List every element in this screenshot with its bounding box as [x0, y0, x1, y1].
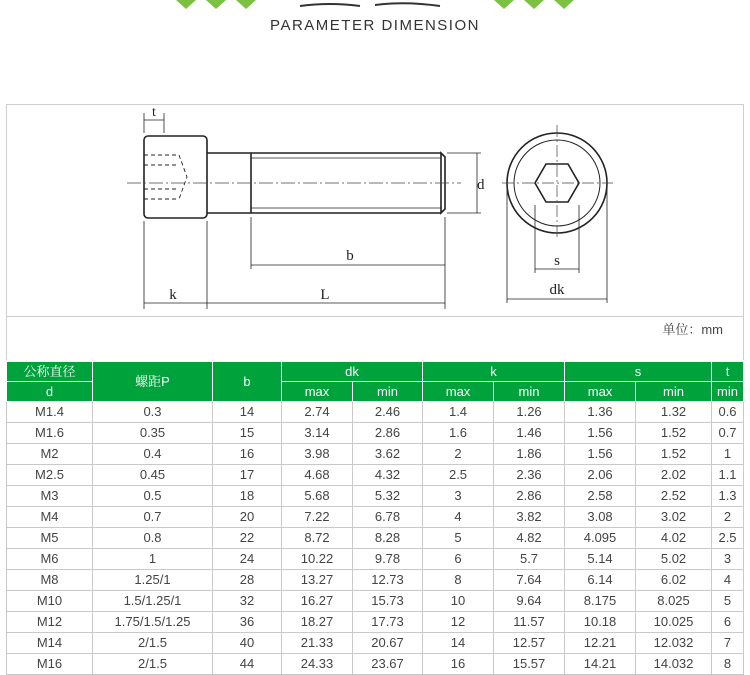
cell-size: M5 [7, 528, 93, 549]
cell-pitch: 0.45 [93, 465, 213, 486]
cell-size: M3 [7, 486, 93, 507]
table-row [7, 633, 744, 654]
header-b: b [213, 362, 282, 402]
table-row [7, 654, 744, 675]
cell-s-min: 5.02 [636, 549, 712, 570]
cell-s-max: 5.14 [565, 549, 636, 570]
cell-b: 44 [213, 654, 282, 675]
header-t: t [712, 362, 744, 382]
cell-b: 17 [213, 465, 282, 486]
cell-dk-max: 21.33 [282, 633, 353, 654]
cell-pitch: 0.7 [93, 507, 213, 528]
table-row [7, 549, 744, 570]
cell-k-min: 2.36 [494, 465, 565, 486]
cell-pitch: 2/1.5 [93, 633, 213, 654]
cell-dk-max: 3.14 [282, 423, 353, 444]
cell-dk-min: 15.73 [353, 591, 423, 612]
cell-b: 36 [213, 612, 282, 633]
cell-s-max: 1.56 [565, 423, 636, 444]
cell-size: M8 [7, 570, 93, 591]
unit-row [6, 316, 744, 360]
dimension-drawing [6, 104, 744, 316]
cell-k-max: 5 [423, 528, 494, 549]
cell-b: 24 [213, 549, 282, 570]
cell-t-min: 0.6 [712, 402, 744, 423]
cell-dk-min: 9.78 [353, 549, 423, 570]
cell-size: M2.5 [7, 465, 93, 486]
table-body [7, 402, 744, 675]
cell-b: 20 [213, 507, 282, 528]
cell-t-min: 5 [712, 591, 744, 612]
dim-label-t: t [152, 105, 156, 120]
dim-label-b: b [346, 248, 354, 264]
cell-dk-min: 20.67 [353, 633, 423, 654]
cell-t-min: 7 [712, 633, 744, 654]
unit-label: 单位：mm [662, 322, 723, 337]
cell-s-max: 4.095 [565, 528, 636, 549]
cell-b: 28 [213, 570, 282, 591]
cell-b: 32 [213, 591, 282, 612]
cell-size: M1.4 [7, 402, 93, 423]
dim-label-dk: dk [549, 282, 565, 298]
cell-size: M14 [7, 633, 93, 654]
table-row [7, 402, 744, 423]
cell-dk-max: 2.74 [282, 402, 353, 423]
cell-s-max: 6.14 [565, 570, 636, 591]
cell-dk-max: 8.72 [282, 528, 353, 549]
cell-size: M2 [7, 444, 93, 465]
cell-k-max: 3 [423, 486, 494, 507]
cell-k-min: 1.26 [494, 402, 565, 423]
cell-s-min: 1.52 [636, 423, 712, 444]
cell-b: 16 [213, 444, 282, 465]
cell-dk-max: 10.22 [282, 549, 353, 570]
cell-dk-max: 3.98 [282, 444, 353, 465]
cell-pitch: 1.25/1 [93, 570, 213, 591]
cell-dk-min: 12.73 [353, 570, 423, 591]
dim-label-d: d [477, 177, 485, 193]
cell-dk-max: 7.22 [282, 507, 353, 528]
cell-k-min: 3.82 [494, 507, 565, 528]
cell-k-max: 2.5 [423, 465, 494, 486]
cell-size: M6 [7, 549, 93, 570]
cell-s-min: 1.52 [636, 444, 712, 465]
dim-label-k: k [169, 287, 177, 303]
cell-s-max: 8.175 [565, 591, 636, 612]
cell-s-min: 14.032 [636, 654, 712, 675]
dim-label-s: s [554, 253, 560, 269]
cell-k-min: 11.57 [494, 612, 565, 633]
cell-size: M12 [7, 612, 93, 633]
cell-k-min: 2.86 [494, 486, 565, 507]
cell-k-max: 1.4 [423, 402, 494, 423]
cell-dk-max: 5.68 [282, 486, 353, 507]
cell-t-min: 2.5 [712, 528, 744, 549]
cell-b: 15 [213, 423, 282, 444]
cell-t-min: 0.7 [712, 423, 744, 444]
table-row [7, 423, 744, 444]
header-s-min: min [636, 382, 712, 402]
header-diameter-symbol: d [7, 382, 93, 402]
cell-pitch: 0.3 [93, 402, 213, 423]
cell-s-max: 2.58 [565, 486, 636, 507]
cell-dk-max: 13.27 [282, 570, 353, 591]
cell-s-max: 14.21 [565, 654, 636, 675]
cell-k-max: 8 [423, 570, 494, 591]
cell-dk-max: 4.68 [282, 465, 353, 486]
header-diameter: 公称直径 [7, 362, 93, 382]
header-dk-min: min [353, 382, 423, 402]
header-k: k [423, 362, 565, 382]
cell-k-max: 10 [423, 591, 494, 612]
cell-t-min: 6 [712, 612, 744, 633]
cell-pitch: 0.35 [93, 423, 213, 444]
cell-dk-min: 8.28 [353, 528, 423, 549]
cell-dk-min: 23.67 [353, 654, 423, 675]
cell-t-min: 4 [712, 570, 744, 591]
cell-dk-min: 5.32 [353, 486, 423, 507]
cell-k-max: 12 [423, 612, 494, 633]
cell-s-min: 12.032 [636, 633, 712, 654]
cell-s-min: 4.02 [636, 528, 712, 549]
cell-dk-max: 24.33 [282, 654, 353, 675]
cell-b: 14 [213, 402, 282, 423]
cell-t-min: 2 [712, 507, 744, 528]
cell-s-min: 1.32 [636, 402, 712, 423]
cell-size: M10 [7, 591, 93, 612]
cell-s-max: 3.08 [565, 507, 636, 528]
cell-b: 22 [213, 528, 282, 549]
cell-k-max: 6 [423, 549, 494, 570]
table-row [7, 570, 744, 591]
table-row [7, 591, 744, 612]
table-row [7, 465, 744, 486]
cell-dk-min: 17.73 [353, 612, 423, 633]
header-t-min: min [712, 382, 744, 402]
cell-s-min: 3.02 [636, 507, 712, 528]
cell-k-min: 1.86 [494, 444, 565, 465]
dim-label-L: L [320, 287, 330, 303]
cell-t-min: 3 [712, 549, 744, 570]
cell-s-max: 12.21 [565, 633, 636, 654]
header-pitch: 螺距P [93, 362, 213, 402]
cell-dk-min: 3.62 [353, 444, 423, 465]
cell-k-min: 9.64 [494, 591, 565, 612]
banner-decoration [0, 0, 750, 14]
table-row [7, 507, 744, 528]
cell-k-min: 4.82 [494, 528, 565, 549]
cell-k-min: 7.64 [494, 570, 565, 591]
cell-pitch: 1.5/1.25/1 [93, 591, 213, 612]
cell-pitch: 0.8 [93, 528, 213, 549]
header-s-max: max [565, 382, 636, 402]
cell-s-max: 10.18 [565, 612, 636, 633]
cell-k-min: 15.57 [494, 654, 565, 675]
cell-pitch: 1.75/1.5/1.25 [93, 612, 213, 633]
header-k-max: max [423, 382, 494, 402]
cell-k-max: 14 [423, 633, 494, 654]
cell-b: 40 [213, 633, 282, 654]
cell-pitch: 2/1.5 [93, 654, 213, 675]
cell-k-min: 1.46 [494, 423, 565, 444]
cell-k-max: 4 [423, 507, 494, 528]
section-banner [0, 0, 750, 48]
cell-size: M1.6 [7, 423, 93, 444]
cell-s-min: 10.025 [636, 612, 712, 633]
cell-s-min: 2.52 [636, 486, 712, 507]
cell-k-min: 12.57 [494, 633, 565, 654]
cell-s-min: 6.02 [636, 570, 712, 591]
cell-dk-min: 2.46 [353, 402, 423, 423]
cell-pitch: 0.4 [93, 444, 213, 465]
cell-k-max: 16 [423, 654, 494, 675]
section-title: PARAMETER DIMENSION [270, 17, 480, 34]
cell-pitch: 0.5 [93, 486, 213, 507]
cell-s-max: 1.56 [565, 444, 636, 465]
cell-b: 18 [213, 486, 282, 507]
cell-dk-max: 18.27 [282, 612, 353, 633]
cell-k-max: 1.6 [423, 423, 494, 444]
header-k-min: min [494, 382, 565, 402]
cell-t-min: 1 [712, 444, 744, 465]
cell-t-min: 8 [712, 654, 744, 675]
table-row [7, 528, 744, 549]
dimension-table [6, 361, 744, 675]
cell-k-min: 5.7 [494, 549, 565, 570]
cell-s-max: 1.36 [565, 402, 636, 423]
cell-t-min: 1.3 [712, 486, 744, 507]
cell-size: M16 [7, 654, 93, 675]
cell-dk-max: 16.27 [282, 591, 353, 612]
cell-s-max: 2.06 [565, 465, 636, 486]
cell-dk-min: 6.78 [353, 507, 423, 528]
table-row [7, 486, 744, 507]
table-row [7, 612, 744, 633]
cell-size: M4 [7, 507, 93, 528]
cell-s-min: 8.025 [636, 591, 712, 612]
cell-s-min: 2.02 [636, 465, 712, 486]
cell-t-min: 1.1 [712, 465, 744, 486]
cell-dk-min: 4.32 [353, 465, 423, 486]
cell-dk-min: 2.86 [353, 423, 423, 444]
header-s: s [565, 362, 712, 382]
table-row [7, 444, 744, 465]
cell-pitch: 1 [93, 549, 213, 570]
header-dk-max: max [282, 382, 353, 402]
header-dk: dk [282, 362, 423, 382]
screw-drawing [7, 105, 745, 317]
cell-k-max: 2 [423, 444, 494, 465]
